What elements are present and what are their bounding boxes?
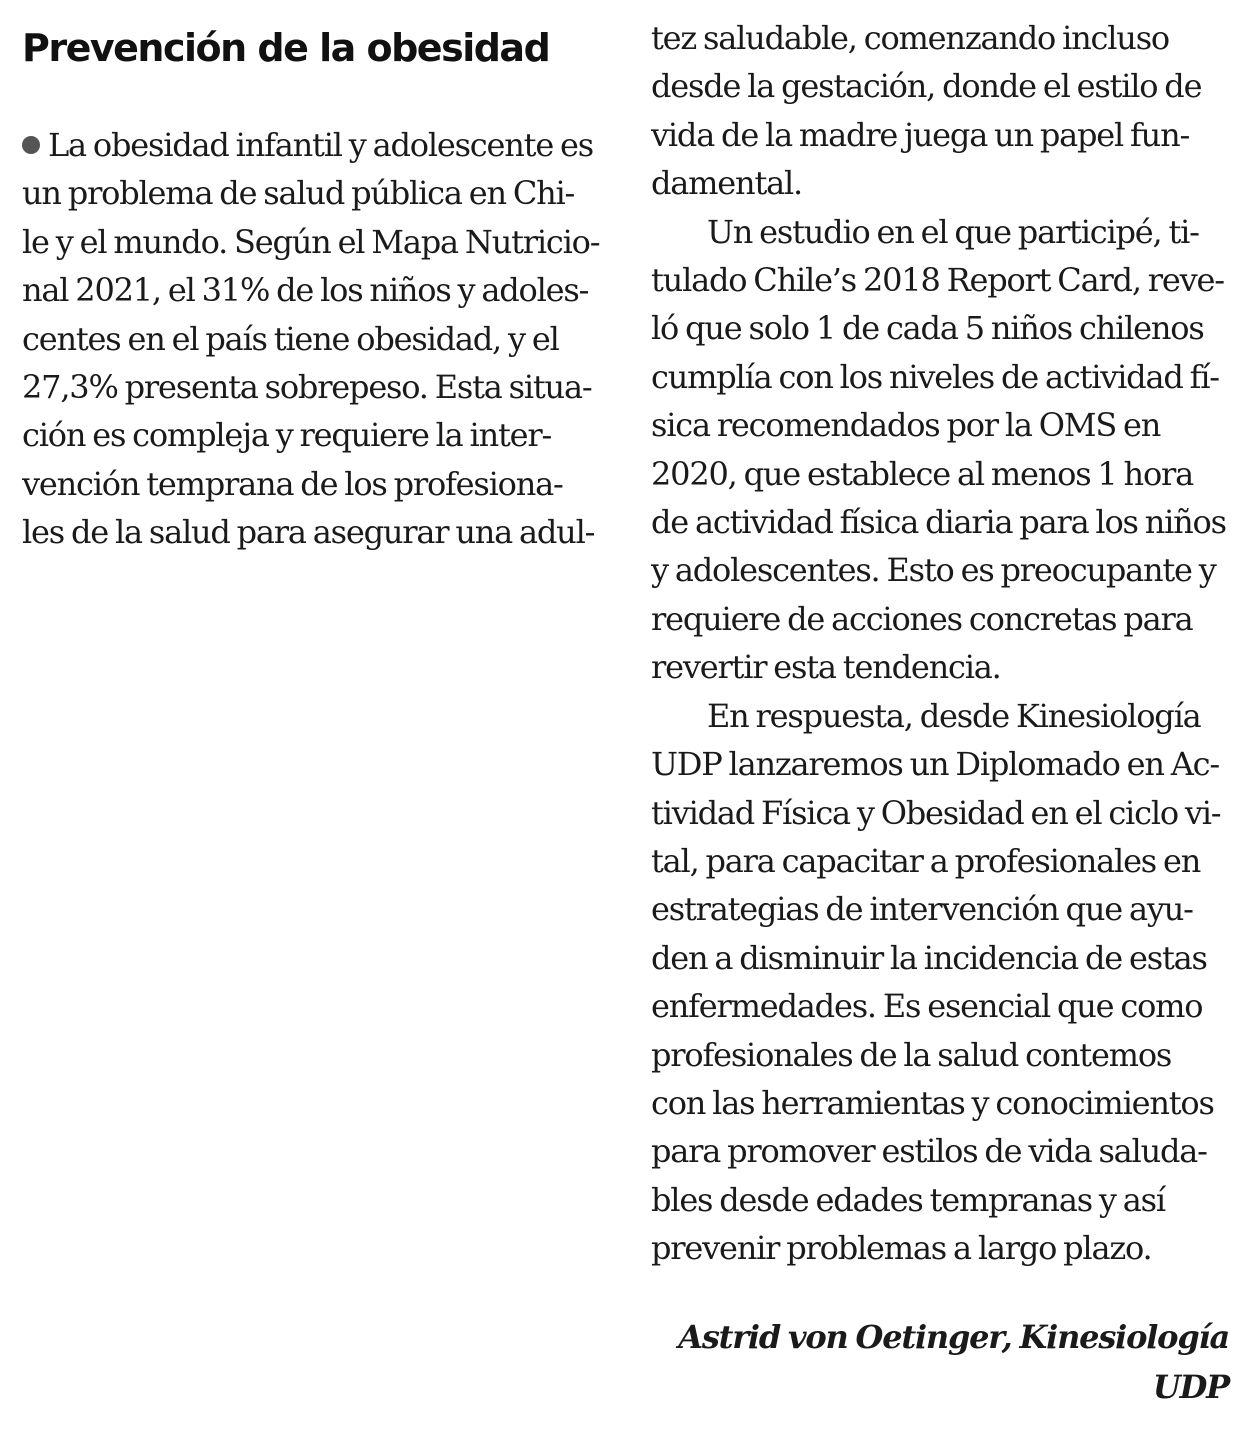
text-line: tulado Chile’s 2018 Report Card, reve- [651, 261, 1224, 300]
text-line: damental. [651, 164, 802, 203]
text-line: estrategias de intervención que ayu- [651, 890, 1193, 929]
text-line: enfermedades. Es esencial que como [651, 987, 1203, 1026]
text-line: 27,3% presenta sobrepeso. Esta situa- [22, 368, 592, 407]
text-line: centes en el país tiene obesidad, y el [22, 319, 559, 358]
text-line: le y el mundo. Según el Mapa Nutricio- [22, 222, 600, 261]
bullet-icon [22, 136, 40, 154]
text-line: tez saludable, comenzando incluso [651, 19, 1169, 57]
paragraph-first-line: Un estudio en el que participé, ti- [707, 212, 1199, 251]
text-line: vención temprana de los profesiona- [22, 464, 563, 503]
text-line: cumplía con los niveles de actividad fí- [651, 357, 1219, 396]
text-line: tal, para capacitar a profesionales en [651, 841, 1201, 880]
signature-line: Astrid von Oetinger, Kinesiología [678, 1318, 1229, 1356]
text-line: vida de la madre juega un papel fun- [651, 115, 1190, 154]
text-line: les de la salud para asegurar una adul- [22, 513, 595, 552]
text-line: profesionales de la salud contemos [651, 1035, 1172, 1074]
text-line: 2020, que establece al menos 1 hora [651, 454, 1193, 493]
text-line: ción es compleja y requiere la inter- [22, 416, 552, 455]
text-line: sica recomendados por la OMS en [651, 406, 1161, 445]
text-line: nal 2021, el 31% de los niños y adoles- [22, 271, 589, 310]
signature-line: UDP [1152, 1368, 1229, 1406]
article-headline: Prevención de la obesidad [22, 26, 550, 70]
text-line: tividad Física y Obesidad en el ciclo vi- [651, 793, 1221, 832]
text-line: un problema de salud pública en Chi- [22, 174, 575, 213]
article-left-column [22, 121, 600, 557]
text-line: desde la gestación, donde el estilo de [651, 67, 1202, 106]
text-line: UDP lanzaremos un Diplomado en Ac- [651, 745, 1219, 784]
text-line: revertir esta tendencia. [651, 648, 1001, 687]
text-line: para promover estilos de vida saluda- [651, 1132, 1207, 1171]
paragraph-first-line: En respuesta, desde Kinesiología [707, 696, 1201, 735]
text-line [22, 121, 600, 169]
text-line: den a disminuir la incidencia de estas [651, 938, 1207, 977]
text-line: requiere de acciones concretas para [651, 599, 1193, 638]
text-line: y adolescentes. Esto es preocupante y [651, 551, 1216, 590]
text-line: con las herramientas y conocimientos [651, 1083, 1214, 1122]
text-line: prevenir problemas a largo plazo. [651, 1229, 1152, 1268]
author-signature [651, 1312, 1229, 1412]
text-line: ló que solo 1 de cada 5 niños chilenos [651, 309, 1204, 348]
text-line: bles desde edades tempranas y así [651, 1180, 1165, 1219]
article-right-column [651, 14, 1231, 1273]
text-line-content: La obesidad infantil y adolescente es [48, 126, 594, 164]
text-line: de actividad física diaria para los niños [651, 503, 1226, 542]
